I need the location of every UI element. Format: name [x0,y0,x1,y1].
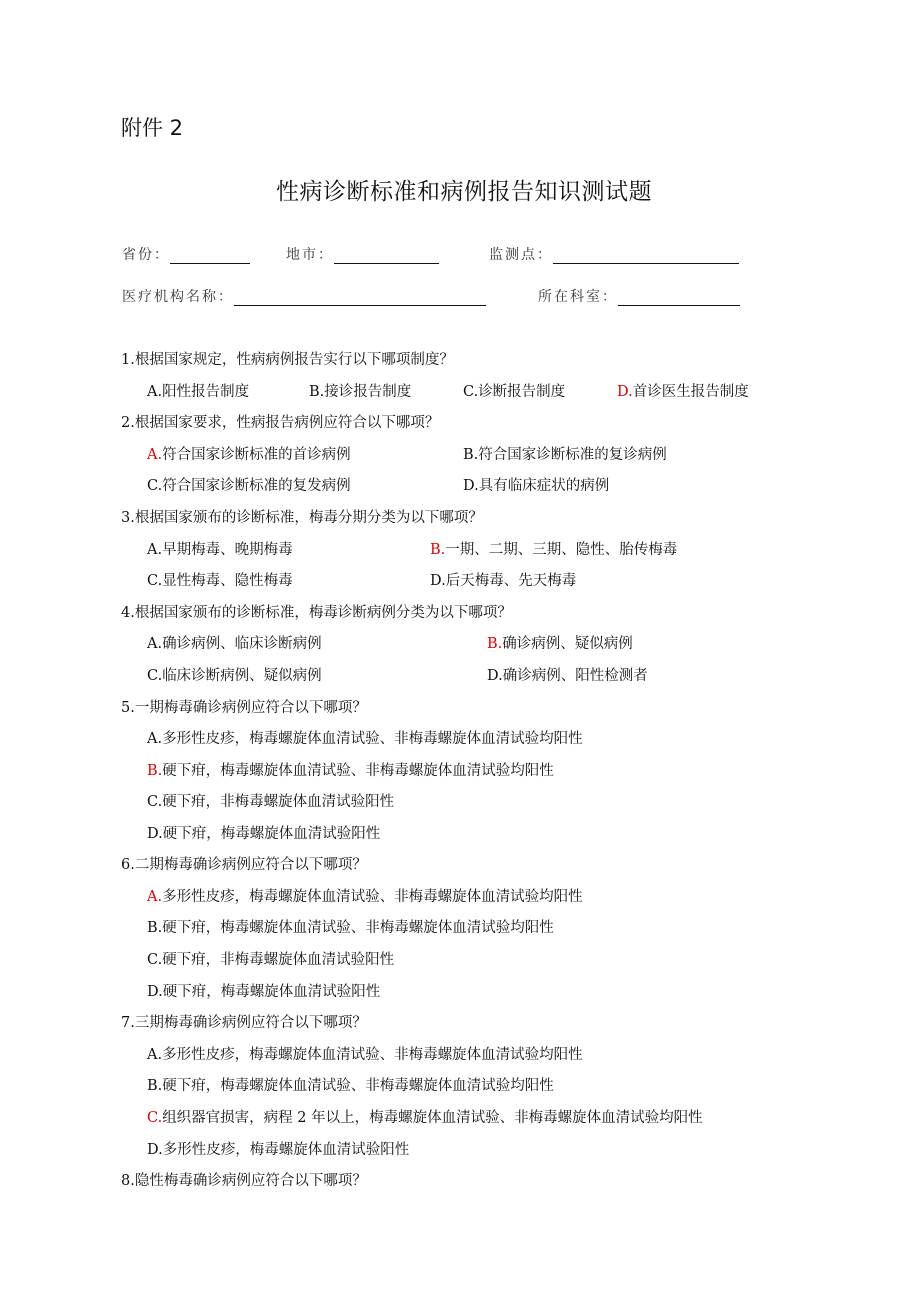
attachment-label: 附件 2 [121,116,184,140]
option-6d[interactable] [147,980,380,1001]
question-1: 1.根据国家规定，性病病例报告实行以下哪项制度？ [121,352,454,368]
option-letter: B. [309,384,325,400]
option-1d[interactable] [617,380,749,401]
option-letter: B. [463,447,479,463]
option-letter: B. [147,1078,163,1094]
option-letter-correct: B. [147,763,163,779]
option-7b[interactable] [147,1074,554,1095]
option-letter-correct: D. [617,384,633,400]
option-text: 硬下疳，梅毒螺旋体血清试验阳性 [162,984,381,1000]
option-text: 一期、二期、三期、隐性、胎传梅毒 [445,542,678,558]
option-text: 多形性皮疹，梅毒螺旋体血清试验、非梅毒螺旋体血清试验均阳性 [162,889,583,905]
option-letter: C. [147,794,163,810]
option-6b[interactable] [147,916,554,937]
option-letter-correct: C. [147,1110,163,1126]
province-field [122,244,250,264]
option-6c[interactable] [147,948,394,969]
page-title: 性病诊断标准和病例报告知识测试题 [276,179,652,205]
option-text: 首诊医生报告制度 [632,384,749,400]
question-4: 4.根据国家颁布的诊断标准，梅毒诊断病例分类为以下哪项？ [121,605,512,621]
option-text: 临床诊断病例、疑似病例 [162,668,322,684]
question-7: 7.三期梅毒确诊病例应符合以下哪项？ [121,1015,367,1031]
option-letter-correct: B. [487,636,503,652]
option-letter: D. [463,478,479,494]
option-text: 硬下疳，梅毒螺旋体血清试验、非梅毒螺旋体血清试验均阳性 [162,1078,554,1094]
option-7c[interactable] [147,1106,703,1127]
option-1c[interactable] [463,380,565,401]
option-letter: A. [147,542,163,558]
option-text: 多形性皮疹，梅毒螺旋体血清试验、非梅毒螺旋体血清试验均阳性 [162,1047,583,1063]
option-text: 确诊病例、疑似病例 [502,636,633,652]
option-letter: A. [147,636,163,652]
department-blank[interactable] [618,291,740,306]
option-1b[interactable] [309,380,411,401]
institution-blank[interactable] [234,291,486,306]
option-text: 具有临床症状的病例 [478,478,610,494]
option-3a[interactable] [147,538,293,559]
option-text: 硬下疳，梅毒螺旋体血清试验、非梅毒螺旋体血清试验均阳性 [162,920,554,936]
option-3c[interactable] [147,569,293,590]
question-3: 3.根据国家颁布的诊断标准，梅毒分期分类为以下哪项？ [121,510,483,526]
option-text: 确诊病例、阳性检测者 [502,668,648,684]
option-4a[interactable] [147,632,322,653]
province-blank[interactable] [170,249,250,264]
option-letter: B. [147,920,163,936]
option-letter: C. [147,478,163,494]
option-7a[interactable] [147,1043,583,1064]
option-2c[interactable] [147,474,351,495]
question-8: 8.隐性梅毒确诊病例应符合以下哪项？ [121,1173,367,1189]
option-2d[interactable] [463,474,609,495]
option-5b[interactable] [147,759,554,780]
option-text: 组织器官损害，病程 2 年以上，梅毒螺旋体血清试验、非梅毒螺旋体血清试验均阳性 [162,1110,703,1126]
option-text: 符合国家诊断标准的复诊病例 [478,447,667,463]
monitor-point-blank[interactable] [553,249,739,264]
institution-field [122,286,486,306]
department-label: 所在科室： [538,289,618,305]
question-6: 6.二期梅毒确诊病例应符合以下哪项？ [121,857,367,873]
option-letter: A. [147,731,163,747]
option-letter: A. [147,1047,163,1063]
option-letter: C. [463,384,479,400]
option-4d[interactable] [487,664,648,685]
option-letter: D. [487,668,503,684]
option-3b[interactable] [430,538,677,559]
province-label: 省份： [122,247,170,263]
option-text: 阳性报告制度 [162,384,250,400]
department-field [538,286,740,306]
option-letter-correct: A. [147,889,163,905]
option-letter: A. [147,384,163,400]
monitor-point-field [489,244,739,264]
option-text: 硬下疳，梅毒螺旋体血清试验阳性 [162,826,381,842]
option-text: 多形性皮疹，梅毒螺旋体血清试验阳性 [162,1142,410,1158]
option-text: 确诊病例、临床诊断病例 [162,636,322,652]
option-3d[interactable] [430,569,576,590]
option-letter: D. [147,826,163,842]
option-4c[interactable] [147,664,322,685]
option-letter-correct: A. [147,447,163,463]
option-text: 多形性皮疹，梅毒螺旋体血清试验、非梅毒螺旋体血清试验均阳性 [162,731,583,747]
option-4b[interactable] [487,632,633,653]
question-2: 2.根据国家要求，性病报告病例应符合以下哪项？ [121,415,440,431]
institution-label: 医疗机构名称： [122,289,234,305]
option-7d[interactable] [147,1138,409,1159]
option-text: 早期梅毒、晚期梅毒 [162,542,293,558]
option-5a[interactable] [147,727,583,748]
option-6a[interactable] [147,885,583,906]
option-text: 符合国家诊断标准的首诊病例 [162,447,351,463]
option-5c[interactable] [147,790,394,811]
option-text: 诊断报告制度 [478,384,566,400]
option-1a[interactable] [147,380,249,401]
question-5: 5.一期梅毒确诊病例应符合以下哪项？ [121,700,367,716]
option-text: 显性梅毒、隐性梅毒 [162,573,293,589]
city-field [286,244,439,264]
option-2a[interactable] [147,443,351,464]
option-letter: C. [147,952,163,968]
option-letter-correct: B. [430,542,446,558]
monitor-point-label: 监测点： [489,247,553,263]
option-5d[interactable] [147,822,380,843]
option-text: 硬下疳，非梅毒螺旋体血清试验阳性 [162,794,395,810]
city-label: 地市： [286,247,334,263]
option-text: 硬下疳，梅毒螺旋体血清试验、非梅毒螺旋体血清试验均阳性 [162,763,554,779]
option-text: 接诊报告制度 [324,384,412,400]
option-letter: D. [147,1142,163,1158]
option-text: 硬下疳，非梅毒螺旋体血清试验阳性 [162,952,395,968]
city-blank[interactable] [334,249,439,264]
option-letter: D. [147,984,163,1000]
option-text: 符合国家诊断标准的复发病例 [162,478,351,494]
option-letter: C. [147,668,163,684]
option-letter: C. [147,573,163,589]
option-2b[interactable] [463,443,667,464]
option-text: 后天梅毒、先天梅毒 [445,573,577,589]
option-letter: D. [430,573,446,589]
